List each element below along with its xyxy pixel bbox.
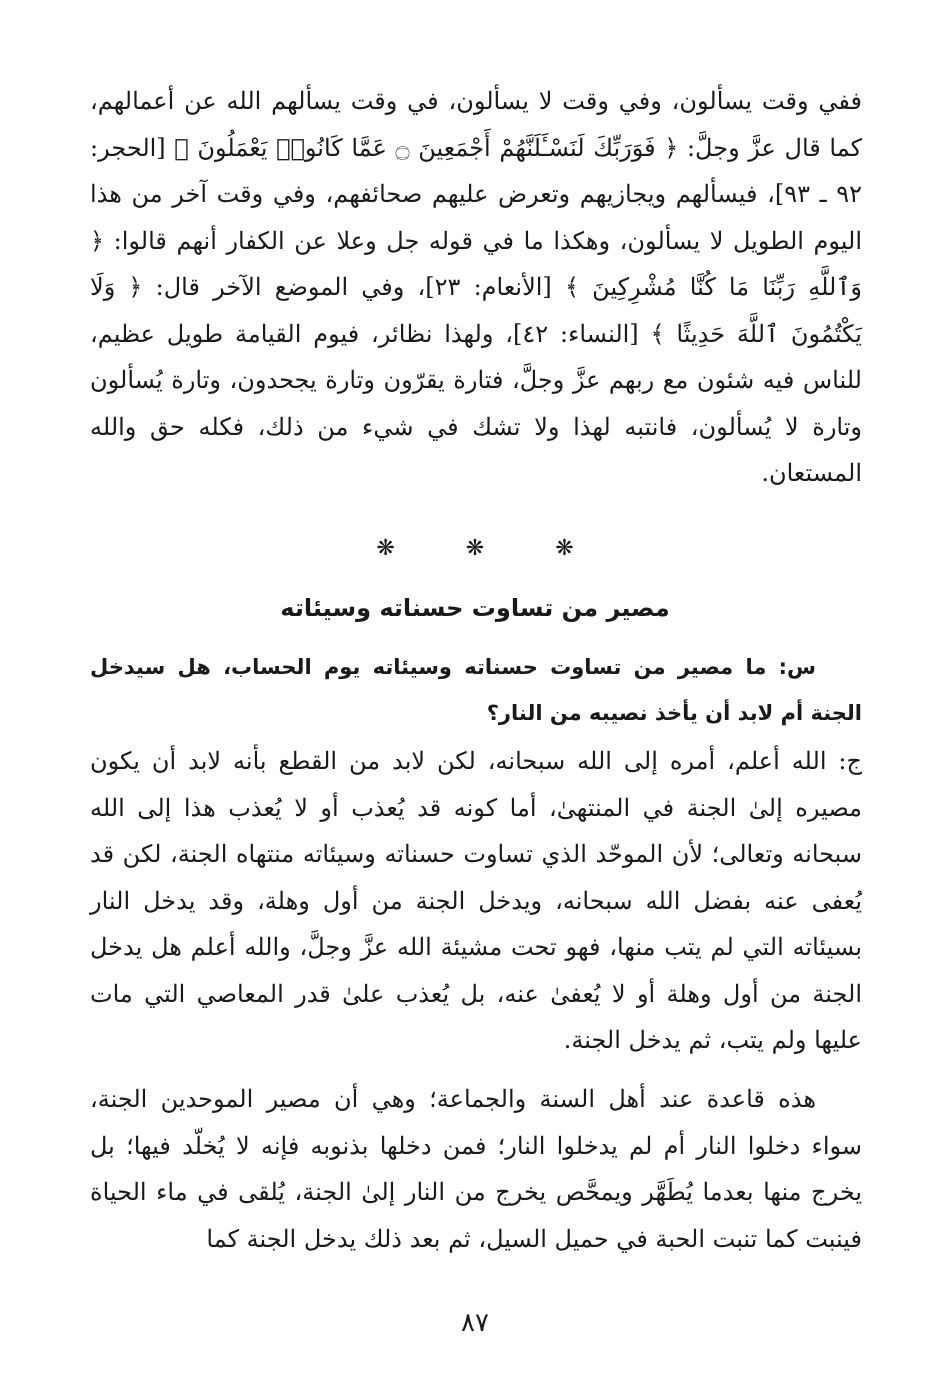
paragraph-rule (90, 1076, 862, 1262)
paragraph-text: هذه قاعدة عند أهل السنة والجماعة؛ وهي أن مصير الموحدين الجنة، سواء دخلوا النار أم لم يدخلوا النار؛ فمن دخلها بذنوبه فإنه لا يُخلّد فيها؛ بل يخرج منها بعدما يُطَهَّر ويمحَّص يخرج من النار إلىٰ الجنة، يُلقى في ماء الحياة فينبت كما تنبت الحبة في حميل السيل، ثم بعد ذلك يدخل الجنة كما (90, 1085, 862, 1253)
section-heading: مصير من تساوت حسناته وسيئاته (280, 594, 670, 622)
paragraph-judgment-day (90, 78, 862, 497)
page-number: ٨٧ (461, 1308, 489, 1338)
asterism-icon: ❋ (465, 536, 485, 561)
asterism-icon: ❋ (376, 536, 395, 561)
answer-paragraph: ج: الله أعلم، أمره إلى الله سبحانه، لكن لابد من القطع بأنه لابد أن يكون مصيره إلىٰ الجنة في المنتهىٰ، أما كونه قد يُعذب أو لا يُعذب هذا إلى الله سبحانه وتعالى؛ لأن الموحّد الذي تساوت حسناته وسيئاته منتهاه الجنة، لكن قد يُعفى عنه بفضل الله سبحانه، ويدخل الجنة من أول وهلة، وقد يدخل النار بسيئاته التي لم يتب منها، فهو تحت مشيئة الله عزَّ وجلَّ، والله أعلم هل يدخل الجنة من أول وهلة أو لا يُعفىٰ عنه، بل يُعذب علىٰ قدر المعاصي التي مات عليها ولم يتب، ثم يدخل الجنة. (90, 747, 862, 1054)
question-text (90, 644, 862, 736)
section-separator (0, 536, 950, 561)
answer-block (90, 738, 862, 1064)
asterism-icon: ❋ (555, 536, 574, 561)
question-paragraph: س: ما مصير من تساوت حسناته وسيئاته يوم الحساب، هل سيدخل الجنة أم لابد أن يأخذ نصيبه من النار؟ (90, 655, 862, 725)
paragraph-text: ففي وقت يسألون، وفي وقت لا يسألون، في وقت يسألهم الله عن أعمالهم، كما قال عزَّ وجلَّ: ﴿ فَوَرَبِّكَ لَنَسْـَٔلَنَّهُمْ أَجْمَعِينَ ۝ عَمَّا كَانُوا۟ يَعْمَلُونَ ﴾ [الحجر: ٩٢ ـ ٩٣]، فيسألهم ويجازيهم وتعرض عليهم صحائفهم، وفي وقت آخر من هذا اليوم الطويل لا يسألون، وهكذا ما في قوله جل وعلا عن الكفار أنهم قالوا: ﴿ وَٱللَّهِ رَبِّنَا مَا كُنَّا مُشْرِكِينَ ﴾ [الأنعام: ٢٣]، وفي الموضع الآخر قال: ﴿ وَلَا يَكْتُمُونَ ٱللَّهَ حَدِيثًا ﴾ [النساء: ٤٢]، ولهذا نظائر، فيوم القيامة طويل عظيم، للناس فيه شئون مع ربهم عزَّ وجلَّ، فتارة يقرّون وتارة يجحدون، وتارة يُسألون وتارة لا يُسألون، فانتبه لهذا ولا تشك في شيء من ذلك، فكله حق والله المستعان. (90, 87, 863, 487)
